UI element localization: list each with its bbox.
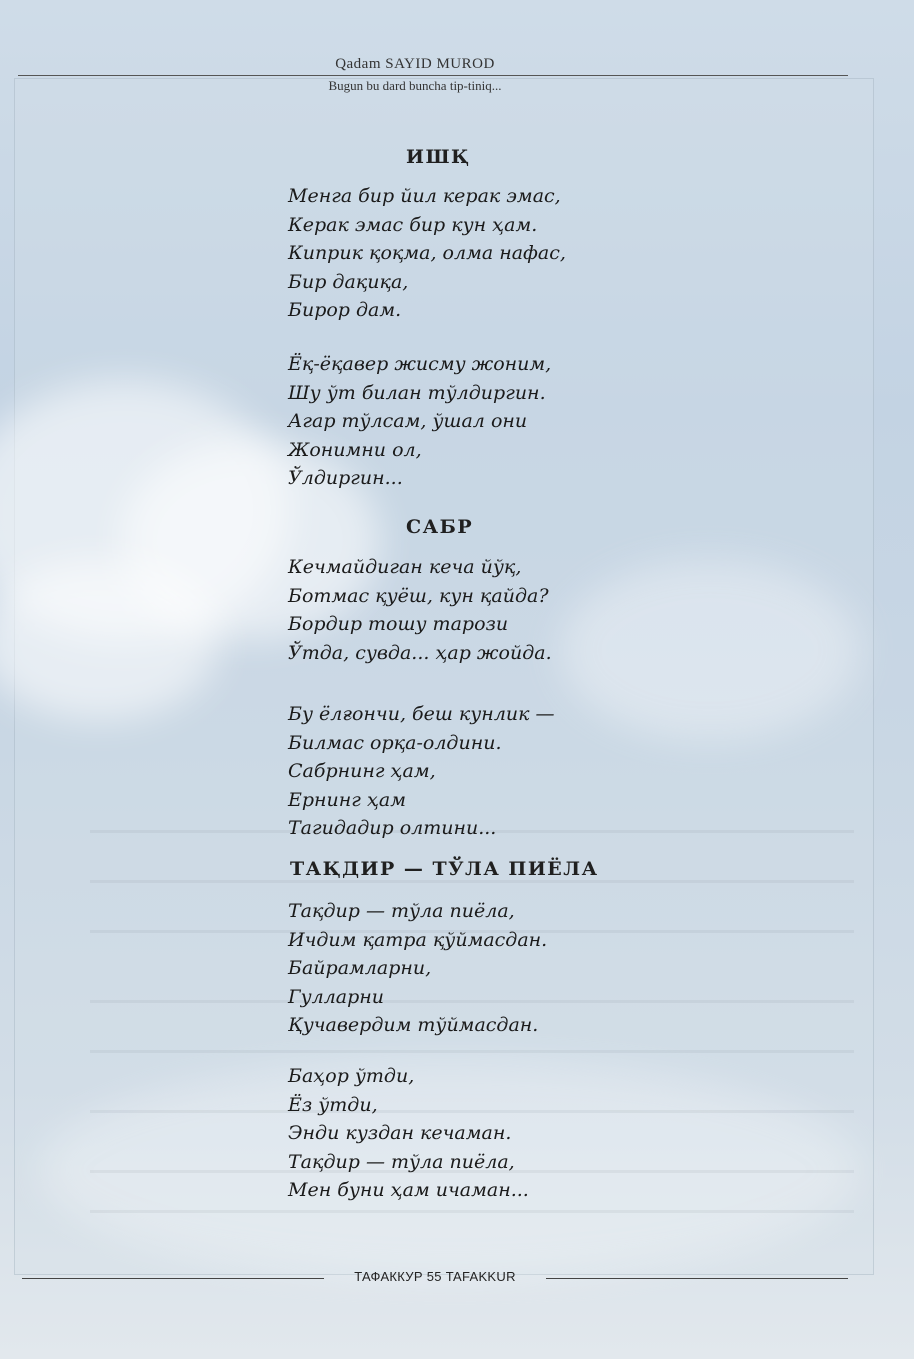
poem-title: ТАҚДИР — ТЎЛА ПИЁЛА xyxy=(290,858,599,880)
poem-line: Ёз ўтди, xyxy=(288,1093,378,1116)
poem-line: Тақдир — тўла пиёла, xyxy=(288,1150,515,1173)
footer-rule-right xyxy=(546,1278,848,1279)
poem-line: Бир дақиқа, xyxy=(288,270,409,293)
poem-line: Бирор дам. xyxy=(288,299,402,321)
poem-line: Сабрнинг ҳам, xyxy=(288,760,436,782)
running-header xyxy=(18,56,848,94)
poem-line: Ернинг ҳам xyxy=(288,788,406,811)
poem-title: САБР xyxy=(406,516,474,538)
poem-line: Тагидадир олтини... xyxy=(288,817,497,839)
stanza xyxy=(288,1062,529,1205)
stanza xyxy=(288,553,552,667)
poem-line: Ўлдиргин... xyxy=(288,467,403,489)
poem-line: Жонимни ол, xyxy=(288,438,422,461)
stanza xyxy=(288,700,555,843)
poem-title: ИШҚ xyxy=(406,146,471,168)
header-rule xyxy=(18,75,848,76)
poem-line: Гулларни xyxy=(288,985,385,1008)
poem-line: Агар тўлсам, ўшал они xyxy=(288,410,528,432)
poem-line: Кечмайдиган кеча йўқ, xyxy=(288,556,522,578)
poem-line: Билмас орқа-олдини. xyxy=(288,731,502,754)
poem-line: Ўтда, сувда... ҳар жойда. xyxy=(288,641,552,664)
poem-line: Баҳор ўтди, xyxy=(288,1065,415,1087)
poem-line: Ёқ-ёқавер жисму жоним, xyxy=(288,353,552,375)
header-subtitle: Bugun bu dard buncha tip-tiniq... xyxy=(328,78,502,93)
page-footer xyxy=(22,1268,848,1290)
poem-line: Мен буни ҳам ичаман... xyxy=(288,1179,529,1201)
poem-line: Байрамларни, xyxy=(288,957,432,979)
poem-line: Менга бир йил керак эмас, xyxy=(288,185,561,207)
poem-line: Керак эмас бир кун ҳам. xyxy=(288,213,538,236)
poem-line: Ичдим қатра қўймасдан. xyxy=(288,928,548,951)
poem-line: Ботмас қуёш, кун қайда? xyxy=(288,584,549,607)
footer-folio: ТАФАККУР 55 TAFAKKUR xyxy=(354,1269,516,1284)
bleed-through-line xyxy=(90,1050,854,1053)
stanza xyxy=(288,897,547,1040)
poem-line: Энди куздан кечаман. xyxy=(288,1122,512,1144)
bleed-through-line xyxy=(90,880,854,883)
poem-line: Бу ёлғончи, беш кунлик — xyxy=(288,703,555,725)
stanza xyxy=(288,182,566,325)
poem-line: Тақдир — тўла пиёла, xyxy=(288,900,515,922)
bleed-through-line xyxy=(90,1210,854,1213)
cloud-shape xyxy=(560,560,860,740)
poem-line: Қучавердим тўймасдан. xyxy=(288,1014,539,1036)
header-author: Qadam SAYID MUROD xyxy=(335,56,495,72)
poem-line: Киприк қоқма, олма нафас, xyxy=(288,242,566,264)
stanza xyxy=(288,350,551,493)
poem-line: Шу ўт билан тўлдиргин. xyxy=(288,381,546,404)
poem-line: Бордир тошу тарози xyxy=(288,613,509,635)
